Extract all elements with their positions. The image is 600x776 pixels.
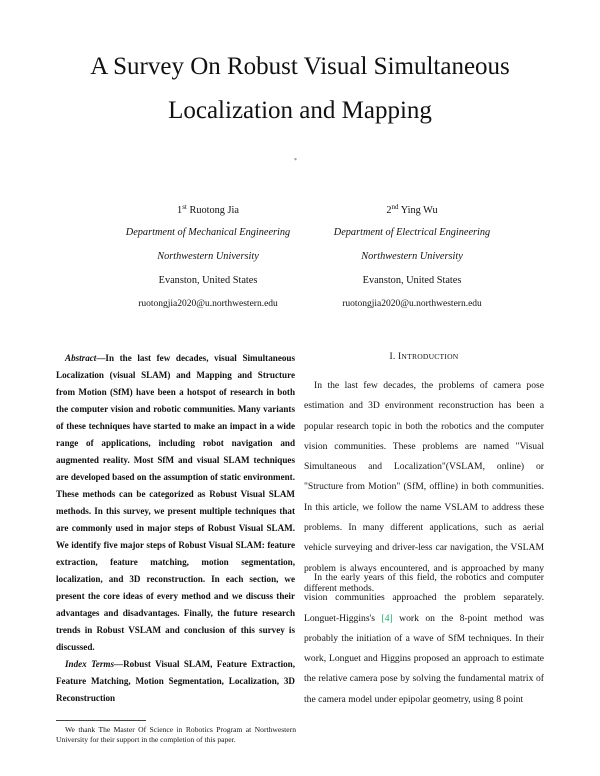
citation-link[interactable]: [4] [381, 612, 393, 624]
author-city: Evanston, United States [362, 275, 462, 286]
abstract-column [56, 350, 295, 707]
author-city: Evanston, United States [158, 275, 258, 286]
author-name-text: Ruotong Jia [189, 205, 239, 216]
author-department: Department of Electrical Engineering [333, 227, 491, 238]
author-ordinal-suffix: nd [391, 203, 399, 211]
section-title-rest: NTRODUCTION [401, 352, 459, 361]
author-email: ruotongjia2020@u.northwestern.edu [138, 299, 278, 309]
intro-paragraph-1-text: In the last few decades, the problems of camera pose estimation and 3D environment reconstruction has been a popular research topic in both the robotics and the computer vision communities. These problems are named "Visual Simultaneous and Localization"(VSLAM, online) or "Structure from Motion" (SfM, offline) in both communities. In this article, we follow the name VSLAM to address these problems. In many different applications, such as aerial vehicle surveying and driver-less car navigation, the VSLAM problem is always encountered, and is approached by many different methods. [304, 380, 544, 594]
abstract-label: Abstract [65, 353, 97, 363]
abstract-text: In the last few decades, visual Simultaneous Localization (visual SLAM) and Mapping and Structure from Motion (SfM) have been a hotspot of research in both the computer vision and robotic communities. Many variants of these techniques have started to make an impact in a wide range of applications, including robot navigation and augmented reality. Most SfM and visual SLAM techniques are developed based on the assumption of static environment. These methods can be categorized as Robust Visual SLAM methods. In this survey, we present multiple techniques that are commonly used in major steps of Robust Visual SLAM. We identify five major steps of Robust Visual SLAM: feature extraction, feature matching, motion segmentation, localization, and 3D reconstruction. In each section, we present the core ideas of every method and we discuss their advantages and disadvantages. Finally, the future research trends in Robust VSLAM and conclusion of this survey is discussed. [56, 353, 295, 652]
author-ordinal: 1 [177, 205, 183, 216]
author-name-text: Ying Wu [400, 205, 438, 216]
paper-title-line-2: Localization and Mapping [168, 97, 432, 124]
author-university: Northwestern University [157, 251, 259, 262]
paper-title-line-1: A Survey On Robust Visual Simultaneous [90, 53, 510, 80]
intro-paragraph-2 [304, 568, 544, 710]
index-terms: Index Terms—Robust Visual SLAM, Feature Extraction, Feature Matching, Motion Segmentation, Localization, 3D Reconstruction [56, 659, 295, 703]
author-university: Northwestern University [361, 251, 463, 262]
author-ordinal-suffix: st [182, 203, 187, 211]
intro-paragraph-1 [304, 376, 544, 599]
index-terms-text: Robust Visual SLAM, Feature Extraction, Feature Matching, Motion Segmentation, Localization, 3D Reconstruction [56, 659, 295, 703]
intro-paragraph-2-text-b: work on the 8-point method was probably the initiation of a wave of SfM techniques. In their work, Longuet and Higgins proposed an approach to estimate the relative camera pose by solving the fundamental matrix of the camera model under epipolar geometry, using 8 point [304, 612, 544, 705]
section-number: I. [389, 352, 396, 362]
index-terms-label: Index Terms [65, 659, 114, 669]
author-ordinal: 2 [386, 205, 392, 216]
author-department: Department of Mechanical Engineering [125, 227, 291, 238]
footnote-rule [56, 720, 146, 721]
section-heading [304, 352, 544, 362]
title-footnote-mark: * [294, 158, 297, 164]
intro-paragraph-2-text-a: In the early years of this field, the robotics and computer vision communities approached the problem separately. Longuet-Higgins's [304, 572, 544, 624]
section-title-initial: I [398, 352, 402, 362]
footnote: We thank The Master Of Science in Robotics Program at Northwestern University for their support in the completion of this paper. [56, 725, 296, 744]
author-email: ruotongjia2020@u.northwestern.edu [342, 299, 482, 309]
abstract: Abstract—In the last few decades, visual Simultaneous Localization (visual SLAM) and Mapping and Structure from Motion (SfM) have been a hotspot of research in both the computer vision and robotic communities. Many variants of these techniques have started to make an impact in a wide range of applications, including robot navigation and augmented reality. Most SfM and visual SLAM techniques are developed based on the assumption of static environment. These methods can be categorized as Robust Visual SLAM methods. In this survey, we present multiple techniques that are commonly used in major steps of Robust Visual SLAM. We identify five major steps of Robust Visual SLAM: feature extraction, feature matching, motion segmentation, localization, and 3D reconstruction. In each section, we present the core ideas of every method and we discuss their advantages and disadvantages. Finally, the future research trends in Robust VSLAM and conclusion of this survey is discussed. [56, 353, 295, 652]
author-name [292, 203, 532, 216]
